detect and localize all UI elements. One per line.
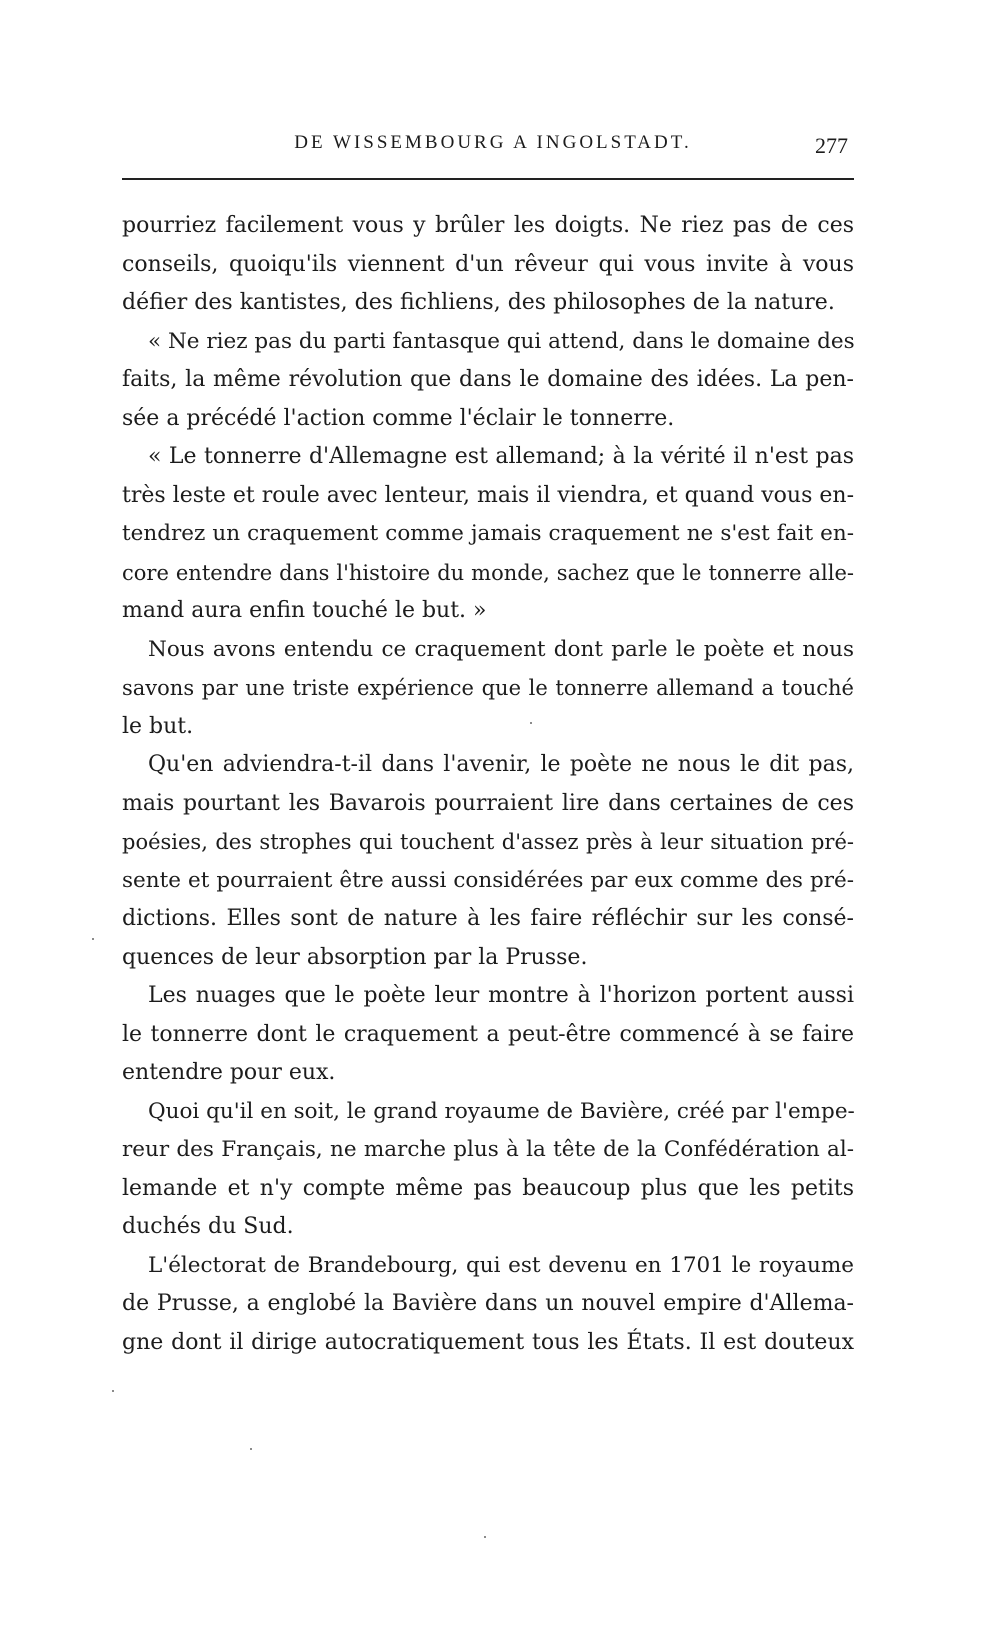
text-line: lemande et n'y compte même pas beaucoup plus que les petits	[122, 1175, 854, 1201]
header-rule	[122, 178, 854, 180]
text-line: pourriez facilement vous y brûler les doigts. Ne riez pas de ces	[122, 213, 854, 238]
text-line: défier des kantistes, des fichliens, des philosophes de la nature.	[122, 290, 835, 315]
text-line: Quoi qu'il en soit, le grand royaume de Bavière, créé par l'empe-	[148, 1098, 855, 1124]
running-title: DE WISSEMBOURG A INGOLSTADT.	[294, 132, 692, 153]
text-line: de Prusse, a englobé la Bavière dans un nouvel empire d'Allema-	[122, 1291, 854, 1316]
text-line: core entendre dans l'histoire du monde, sachez que le tonnerre alle-	[122, 560, 854, 585]
text-line: reur des Français, ne marche plus à la tête de la Confédération al-	[122, 1137, 854, 1162]
text-line: Qu'en adviendra-t-il dans l'avenir, le poète ne nous le dit pas,	[148, 752, 854, 777]
text-line: Les nuages que le poète leur montre à l'horizon portent aussi	[148, 983, 854, 1008]
running-head	[120, 128, 856, 158]
text-line: poésies, des strophes qui touchent d'assez près à leur situation pré-	[122, 830, 854, 854]
page-number: 277	[815, 133, 848, 158]
text-line: « Ne riez pas du parti fantasque qui attend, dans le domaine des	[148, 328, 855, 354]
text-line: savons par une triste expérience que le tonnerre allemand a touché	[122, 676, 854, 700]
text-line: le tonnerre dont le craquement a peut-être commencé à se faire	[122, 1021, 854, 1047]
text-line: duchés du Sud.	[122, 1214, 294, 1239]
text-line: « Le tonnerre d'Allemagne est allemand; à la vérité il n'est pas	[148, 444, 854, 469]
text-line: tendrez un craquement comme jamais craquement ne s'est fait en-	[122, 521, 854, 546]
text-line: sente et pourraient être aussi considérées par eux comme des pré-	[122, 867, 854, 893]
paper-speck	[250, 1448, 252, 1450]
text-line: mais pourtant les Bavarois pourraient lire dans certaines de ces	[122, 790, 854, 816]
text-line: entendre pour eux.	[122, 1060, 336, 1085]
paper-speck	[92, 938, 94, 940]
text-line: conseils, quoiqu'ils viennent d'un rêveur qui vous invite à vous	[122, 251, 854, 277]
text-line: gne dont il dirige autocratiquement tous les États. Il est douteux	[122, 1329, 854, 1355]
paper-speck	[530, 722, 532, 724]
body-text	[122, 207, 854, 1362]
text-line: sée a précédé l'action comme l'éclair le tonnerre.	[122, 405, 675, 431]
text-line: Nous avons entendu ce craquement dont parle le poète et nous	[148, 636, 854, 662]
text-line: le but.	[122, 713, 194, 739]
paper-speck	[112, 1390, 114, 1392]
text-line: très leste et roule avec lenteur, mais il viendra, et quand vous en-	[122, 482, 854, 508]
text-line: L'électorat de Brandebourg, qui est devenu en 1701 le royaume	[148, 1252, 854, 1278]
text-line: dictions. Elles sont de nature à les faire réfléchir sur les consé-	[122, 906, 854, 931]
text-line: faits, la même révolution que dans le domaine des idées. La pen-	[122, 367, 854, 392]
text-line: quences de leur absorption par la Prusse.	[122, 944, 588, 970]
paper-speck	[484, 1536, 486, 1538]
text-line: mand aura enfin touché le but. »	[122, 598, 487, 623]
